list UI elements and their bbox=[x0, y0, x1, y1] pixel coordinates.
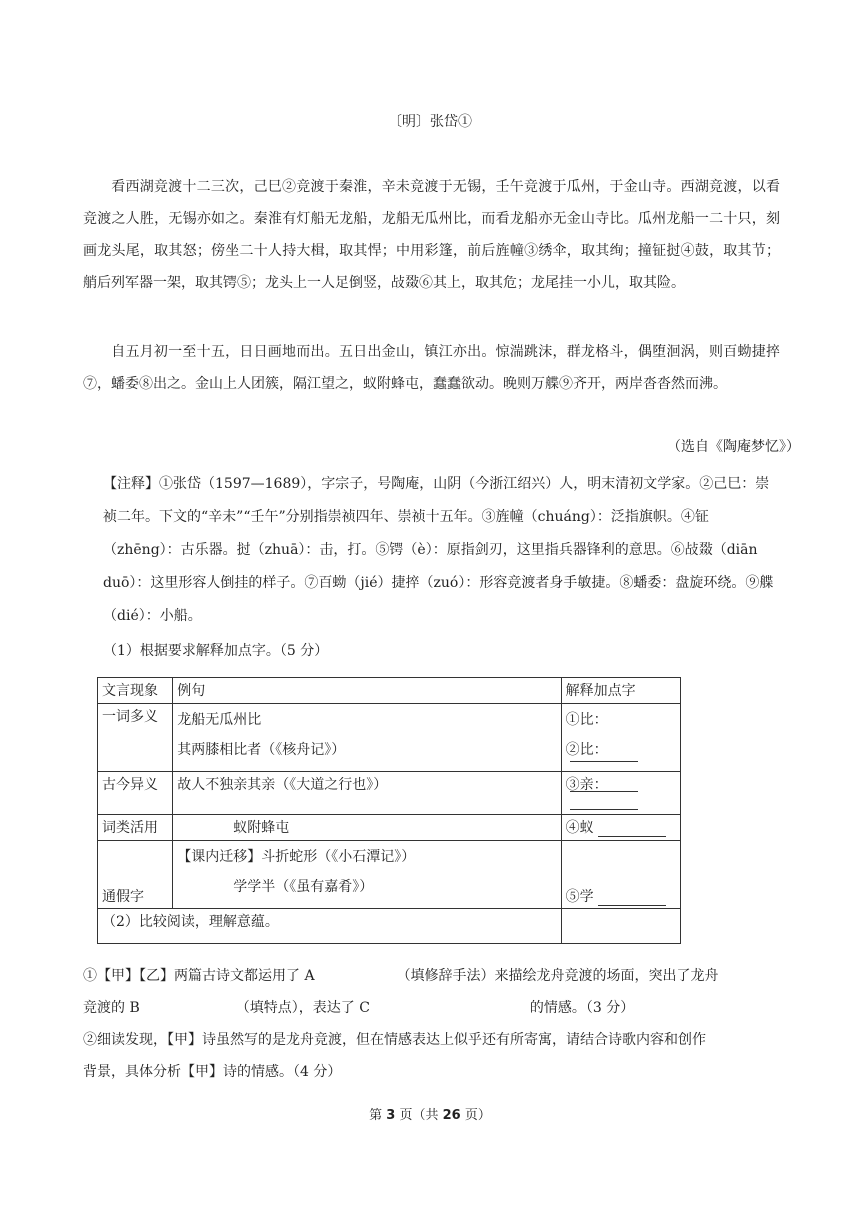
table-row bbox=[98, 814, 681, 840]
table-header: 文言现象 bbox=[98, 678, 173, 704]
example-cell bbox=[173, 704, 561, 772]
answer-cell bbox=[561, 814, 680, 840]
answer-label: ④蚁 bbox=[565, 819, 594, 836]
page-number: 3 bbox=[386, 1108, 396, 1123]
phenomenon-cell: 古今异义 bbox=[98, 772, 173, 815]
example-cell bbox=[173, 841, 561, 909]
table-row bbox=[98, 704, 681, 772]
table-row bbox=[98, 841, 681, 909]
source-citation: （选自《陶庵梦忆》） bbox=[667, 439, 800, 455]
example-cell bbox=[173, 814, 561, 840]
question-text: 的情感。（3 分） bbox=[529, 1000, 635, 1016]
question-line-3: ②细读发现，【甲】诗虽然写的是龙舟竞渡，但在情感表达上似乎还有所寄寓，请结合诗歌内容和创作 bbox=[83, 1032, 706, 1048]
example-text: 学学半（《虽有嘉肴》） bbox=[233, 879, 374, 896]
table-header-row bbox=[98, 678, 681, 704]
answer-table bbox=[97, 677, 681, 944]
paragraph-1-text: 看西湖竞渡十二三次，己巳②竞渡于秦淮，辛未竞渡于无锡，壬午竞渡于瓜州，于金山寺。西湖竞渡，以看竞渡之人胜，无锡亦如之。秦淮有灯船无龙船，龙船无瓜州比，而看龙船亦无金山寺比。瓜州龙船一二十只，刻画龙头尾，取其怒；傍坐二十人持大楫，取其悍；中用彩篷，前后旌幢③绣伞，取其绚；撞钲挝④鼓，取其节；艄后列军器一架，取其锷⑤；龙头上一人足倒竖，敁敠⑥其上，取其危；龙尾挂一小儿，取其险。 bbox=[83, 179, 780, 291]
paragraph-1 bbox=[83, 171, 780, 299]
question-text: 竞渡的 B bbox=[83, 1000, 140, 1016]
phenomenon-cell: 词类活用 bbox=[98, 814, 173, 840]
table-header: 例句 bbox=[173, 678, 561, 704]
footer-text: 第 bbox=[369, 1108, 387, 1123]
answer-label: ③亲： bbox=[565, 777, 608, 794]
footer-text: 页（共 bbox=[395, 1108, 443, 1123]
example-text: 蚁附蜂屯 bbox=[233, 819, 290, 836]
question-line-2 bbox=[83, 992, 780, 1024]
question-text: ①【甲】【乙】两篇古诗文都运用了 A bbox=[83, 968, 315, 984]
question-1-title: （1）根据要求解释加点字。（5 分） bbox=[103, 643, 329, 659]
example-text: 龙船无瓜州比 bbox=[177, 712, 262, 729]
answer-cell bbox=[561, 704, 680, 772]
footer-text: 页） bbox=[460, 1108, 491, 1123]
question-text: （填修辞手法）来描绘龙舟竞渡的场面，突出了龙舟 bbox=[396, 968, 719, 984]
question-line-1 bbox=[83, 960, 780, 992]
paragraph-2-text: 自五月初一至十五，日日画地而出。五日出金山，镇江亦出。惊湍跳沫，群龙格斗，偶堕洄涡，则百蚴捷捽⑦，蟠委⑧出之。金山上人团簇，隔江望之，蚁附蜂屯，蠢蠢欲动。晚则万艓⑨齐开，两岸沓沓然而沸。 bbox=[83, 344, 780, 392]
answer-label: ②比： bbox=[565, 742, 608, 759]
empty-cell bbox=[561, 909, 680, 944]
page-total: 26 bbox=[442, 1108, 461, 1123]
question-line-4: 背景，具体分析【甲】诗的情感。（4 分） bbox=[83, 1064, 342, 1080]
table-row bbox=[98, 909, 681, 944]
answer-line bbox=[566, 706, 676, 736]
phenomenon-cell: 通假字 bbox=[98, 841, 173, 909]
example-cell: 故人不独亲其亲（《大道之行也》） bbox=[173, 772, 561, 815]
annotations: 【注释】①张岱（1597—1689），字宗子，号陶庵，山阴（今浙江绍兴）人，明末清初文学家。②己巳：崇祯二年。下文的“辛未”“壬午”分别指崇祯四年、崇祯十五年。③旌幢（chuáng）：泛指旗帜。④钲（zhēng）：古乐器。挝（zhuā）：击，打。⑤锷（è）：原指剑刃，这里指兵器锋利的意思。⑥敁敠（diān duō）：这里形容人倒挂的样子。⑦百蚴（jié）捷捽（zuó）：形容竞渡者身手敏捷。⑧蟠委：盘旋环绕。⑨艓（dié）：小船。 bbox=[103, 476, 774, 624]
question-text: （填特点），表达了 C bbox=[235, 1000, 370, 1016]
answer-cell bbox=[561, 841, 680, 909]
example-text: 【课内迁移】斗折蛇形（《小石潭记》） bbox=[177, 849, 416, 866]
paragraph-2 bbox=[83, 336, 780, 400]
answer-blank[interactable] bbox=[598, 891, 666, 906]
answer-blank[interactable] bbox=[570, 795, 638, 810]
answer-label: ⑤学 bbox=[565, 889, 594, 905]
question-2-title: （2）比较阅读，理解意蕴。 bbox=[98, 909, 562, 944]
answer-label: ①比： bbox=[565, 712, 608, 729]
table-row bbox=[98, 772, 681, 815]
example-text: 其两膝相比者（《核舟记》） bbox=[177, 742, 346, 759]
answer-blank[interactable] bbox=[598, 822, 666, 837]
table-header: 解释加点字 bbox=[561, 678, 680, 704]
phenomenon-cell: 一词多义 bbox=[98, 704, 173, 772]
page-footer bbox=[0, 1104, 860, 1123]
author-line: 〔明〕张岱① bbox=[388, 114, 472, 130]
